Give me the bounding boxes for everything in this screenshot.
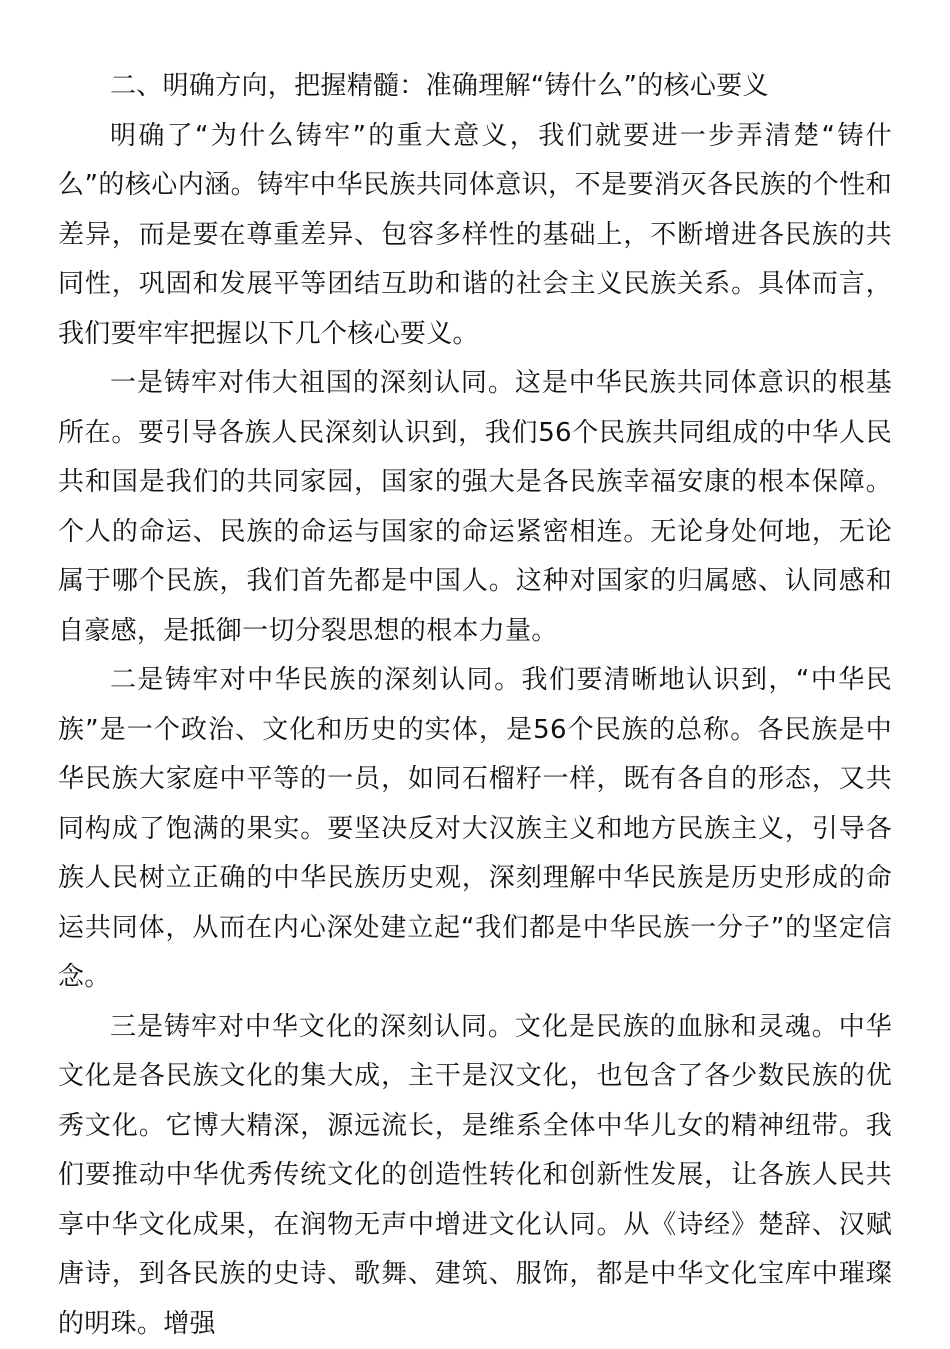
paragraph-chinese-nation: 二是铸牢对中华民族的深刻认同。我们要清晰地认识到，“中华民族”是一个政治、文化和历史的实体，是56个民族的总称。各民族是中华民族大家庭中平等的一员，如同石榴籽一样，既有各自的形态，又共同构成了饱满的果实。要坚决反对大汉族主义和地方民族主义，引导各族人民树立正确的中华民族历史观，深刻理解中华民族是历史形成的命运共同体，从而在内心深处建立起“我们都是中华民族一分子”的坚定信念。 (58, 656, 892, 1003)
paragraph-motherland: 一是铸牢对伟大祖国的深刻认同。这是中华民族共同体意识的根基所在。要引导各族人民深刻认识到，我们56个民族共同组成的中华人民共和国是我们的共同家园，国家的强大是各民族幸福安康的根本保障。个人的命运、民族的命运与国家的命运紧密相连。无论身处何地，无论属于哪个民族，我们首先都是中国人。这种对国家的归属感、认同感和自豪感，是抵御一切分裂思想的根本力量。 (58, 359, 892, 656)
paragraph-chinese-culture: 三是铸牢对中华文化的深刻认同。文化是民族的血脉和灵魂。中华文化是各民族文化的集大成，主干是汉文化，也包含了各少数民族的优秀文化。它博大精深，源远流长，是维系全体中华儿女的精神纽带。我们要推动中华优秀传统文化的创造性转化和创新性发展，让各族人民共享中华文化成果，在润物无声中增进文化认同。从《诗经》楚辞、汉赋唐诗，到各民族的史诗、歌舞、建筑、服饰，都是中华文化宝库中璀璨的明珠。增强 (58, 1003, 892, 1349)
section-heading: 二、明确方向，把握精髓：准确理解“铸什么”的核心要义 (58, 62, 892, 112)
paragraph-intro: 明确了“为什么铸牢”的重大意义，我们就要进一步弄清楚“铸什么”的核心内涵。铸牢中华民族共同体意识，不是要消灭各民族的个性和差异，而是要在尊重差异、包容多样性的基础上，不断增进各民族的共同性，巩固和发展平等团结互助和谐的社会主义民族关系。具体而言，我们要牢牢把握以下几个核心要义。 (58, 112, 892, 360)
document-body (58, 62, 892, 1349)
